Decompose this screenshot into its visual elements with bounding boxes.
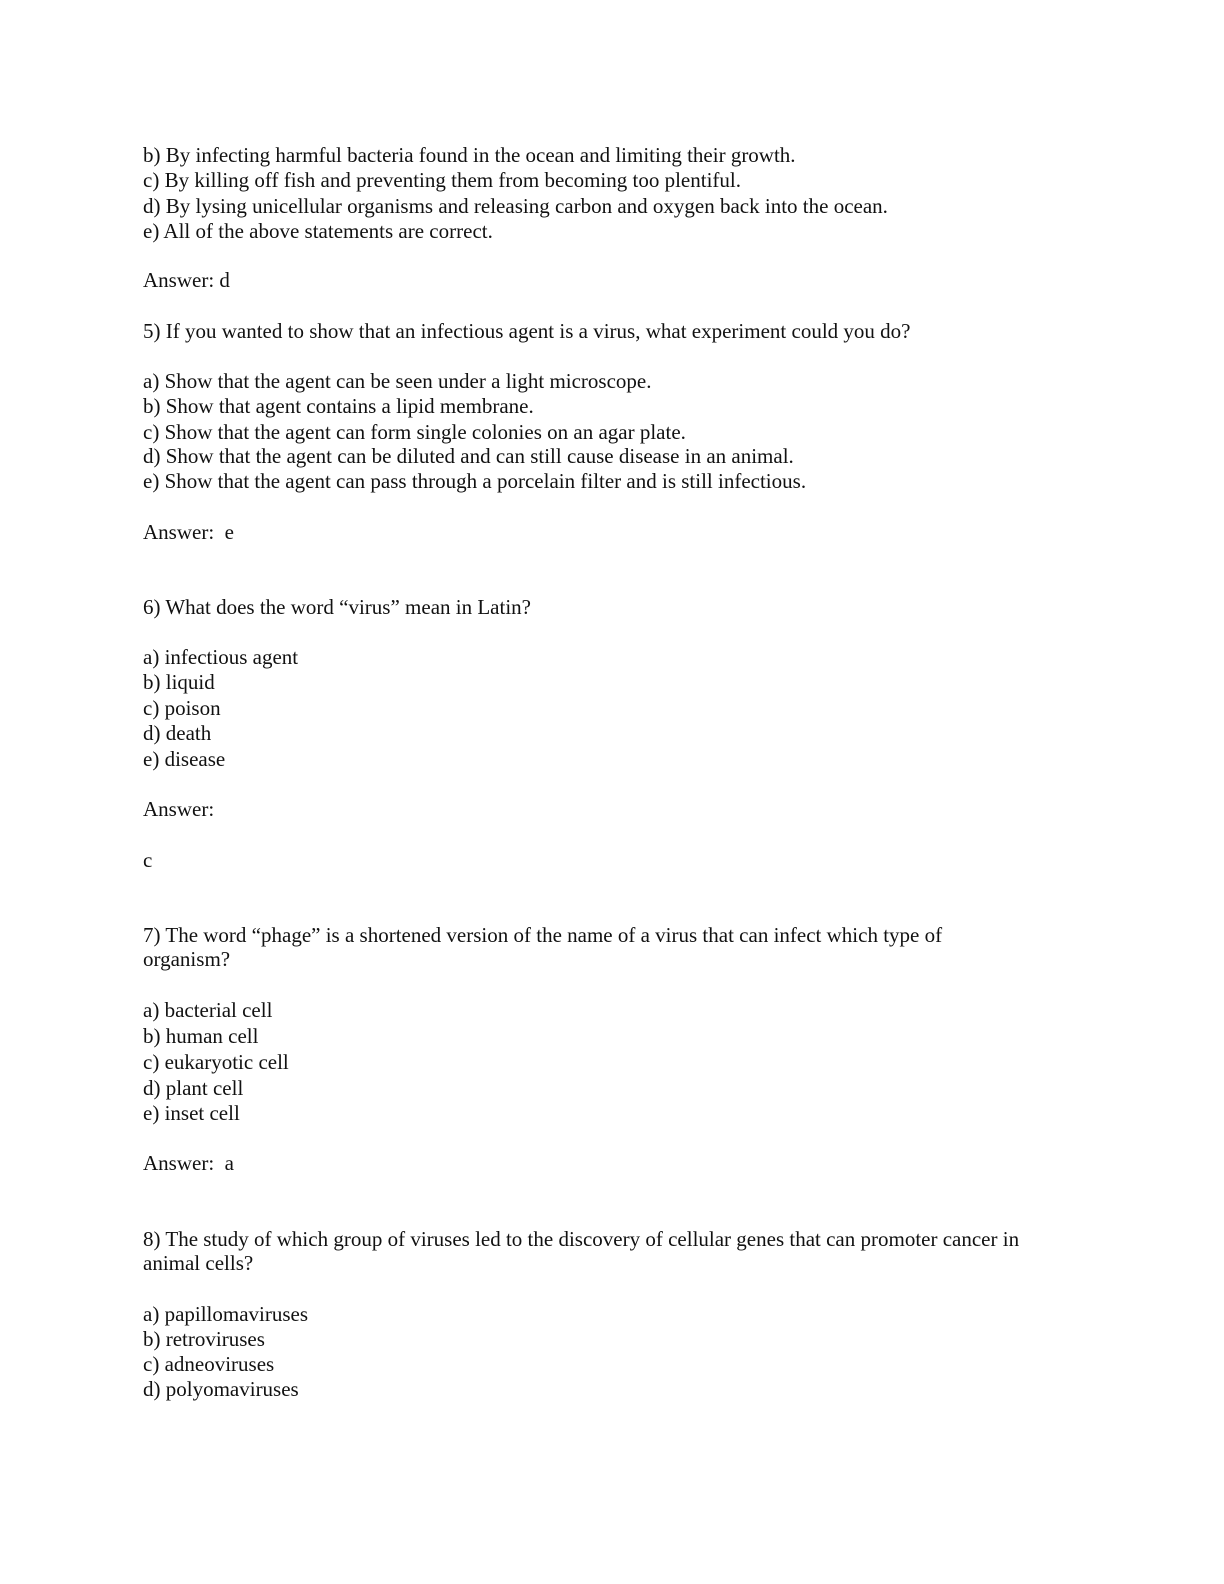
q5-option-e: e) Show that the agent can pass through a porcelain filter and is still infectious.	[143, 469, 807, 493]
q6-option-a: a) infectious agent	[143, 645, 299, 669]
q6-option-c: c) poison	[143, 696, 221, 720]
q8-option-c: c) adneoviruses	[143, 1352, 275, 1376]
q7-option-a: a) bacterial cell	[143, 998, 273, 1022]
q5-option-a: a) Show that the agent can be seen under a light microscope.	[143, 369, 652, 393]
q8-option-d: d) polyomaviruses	[143, 1377, 299, 1401]
option-b: b) By infecting harmful bacteria found in the ocean and limiting their growth.	[143, 143, 796, 167]
q6-option-b: b) liquid	[143, 670, 215, 694]
q5-option-c: c) Show that the agent can form single colonies on an agar plate.	[143, 420, 686, 444]
q6-option-d: d) death	[143, 721, 212, 745]
q7-answer: Answer: a	[143, 1151, 234, 1175]
q7-option-c: c) eukaryotic cell	[143, 1050, 289, 1074]
question-7-line-1: 7) The word “phage” is a shortened version of the name of a virus that can infect which type of	[143, 923, 943, 947]
question-5: 5) If you wanted to show that an infectious agent is a virus, what experiment could you do?	[143, 319, 911, 343]
q5-option-b: b) Show that agent contains a lipid membrane.	[143, 394, 534, 418]
question-8-line-1: 8) The study of which group of viruses led to the discovery of cellular genes that can promoter cancer in	[143, 1227, 1020, 1251]
option-c: c) By killing off fish and preventing them from becoming too plentiful.	[143, 168, 741, 192]
q5-option-d: d) Show that the agent can be diluted and can still cause disease in an animal.	[143, 444, 794, 468]
q8-option-a: a) papillomaviruses	[143, 1302, 309, 1326]
q7-option-b: b) human cell	[143, 1024, 259, 1048]
answer-text: Answer: d	[143, 268, 230, 292]
option-e: e) All of the above statements are correct.	[143, 219, 493, 243]
q6-option-e: e) disease	[143, 747, 226, 771]
q5-answer: Answer: e	[143, 520, 234, 544]
q6-answer-value: c	[143, 848, 153, 872]
question-6: 6) What does the word “virus” mean in Latin?	[143, 595, 531, 619]
question-7-line-2: organism?	[143, 947, 231, 971]
question-8-line-2: animal cells?	[143, 1251, 254, 1275]
option-d: d) By lysing unicellular organisms and releasing carbon and oxygen back into the ocean.	[143, 194, 888, 218]
q8-option-b: b) retroviruses	[143, 1327, 265, 1351]
q7-option-e: e) inset cell	[143, 1101, 240, 1125]
q6-answer-label: Answer:	[143, 797, 215, 821]
q7-option-d: d) plant cell	[143, 1076, 244, 1100]
